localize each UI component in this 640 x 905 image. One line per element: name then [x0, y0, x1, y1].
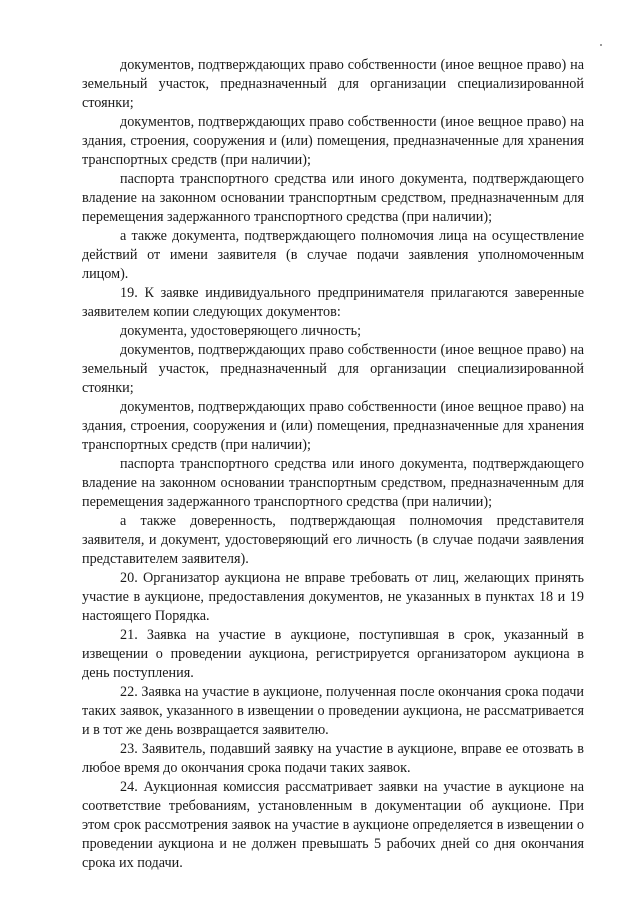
clause-24: 24. Аукционная комиссия рассматривает заявки на участие в аукционе на соответствие требованиям, установленным в документации об аукционе. При этом срок рассмотрения заявок на участие в аукционе определяется в извещении о проведении аукциона и не должен превышать 5 рабочих дней со дня окончания срока их подачи. [82, 779, 584, 871]
scan-speck [600, 44, 602, 46]
document-body [82, 56, 584, 873]
clause-23: 23. Заявитель, подавший заявку на участие в аукционе, вправе ее отозвать в любое время до окончания срока подачи таких заявок. [82, 741, 584, 776]
paragraph-land-ownership-docs-2: документов, подтверждающих право собственности (иное вещное право) на земельный участок, предназначенный для организации специализированной стоянки; [82, 342, 584, 396]
paragraph-building-ownership-docs-2: документов, подтверждающих право собственности (иное вещное право) на здания, строения, сооружения и (или) помещения, предназначенные для хранения транспортных средств (при наличии); [82, 399, 584, 453]
paragraph-identity-document: документа, удостоверяющего личность; [120, 323, 362, 339]
paragraph-building-ownership-docs: документов, подтверждающих право собственности (иное вещное право) на здания, строения, сооружения и (или) помещения, предназначенные для хранения транспортных средств (при наличии); [82, 114, 584, 168]
paragraph-authority-document: а также документа, подтверждающего полномочия лица на осуществление действий от имени заявителя (в случае подачи заявления уполномоченным лицом). [82, 228, 584, 282]
clause-21: 21. Заявка на участие в аукционе, поступившая в срок, указанный в извещении о проведении аукциона, регистрируется организатором аукциона в день поступления. [82, 627, 584, 681]
clause-19: 19. К заявке индивидуального предпринимателя прилагаются заверенные заявителем копии следующих документов: [82, 285, 584, 320]
clause-22: 22. Заявка на участие в аукционе, полученная после окончания срока подачи таких заявок, указанного в извещении о проведении аукциона, не рассматривается и в тот же день возвращается заявителю. [82, 684, 584, 738]
paragraph-land-ownership-docs: документов, подтверждающих право собственности (иное вещное право) на земельный участок, предназначенный для организации специализированной стоянки; [82, 57, 584, 111]
paragraph-vehicle-passport: паспорта транспортного средства или иного документа, подтверждающего владение на законном основании транспортным средством, предназначенным для перемещения задержанного транспортного средства (при наличии); [82, 171, 584, 225]
paragraph-power-of-attorney: а также доверенность, подтверждающая полномочия представителя заявителя, и документ, удостоверяющий его личность (в случае подачи заявления представителем заявителя). [82, 513, 584, 567]
paragraph-vehicle-passport-2: паспорта транспортного средства или иного документа, подтверждающего владение на законном основании транспортным средством, предназначенным для перемещения задержанного транспортного средства (при наличии); [82, 456, 584, 510]
clause-20: 20. Организатор аукциона не вправе требовать от лиц, желающих принять участие в аукционе, предоставления документов, не указанных в пунктах 18 и 19 настоящего Порядка. [82, 570, 584, 624]
